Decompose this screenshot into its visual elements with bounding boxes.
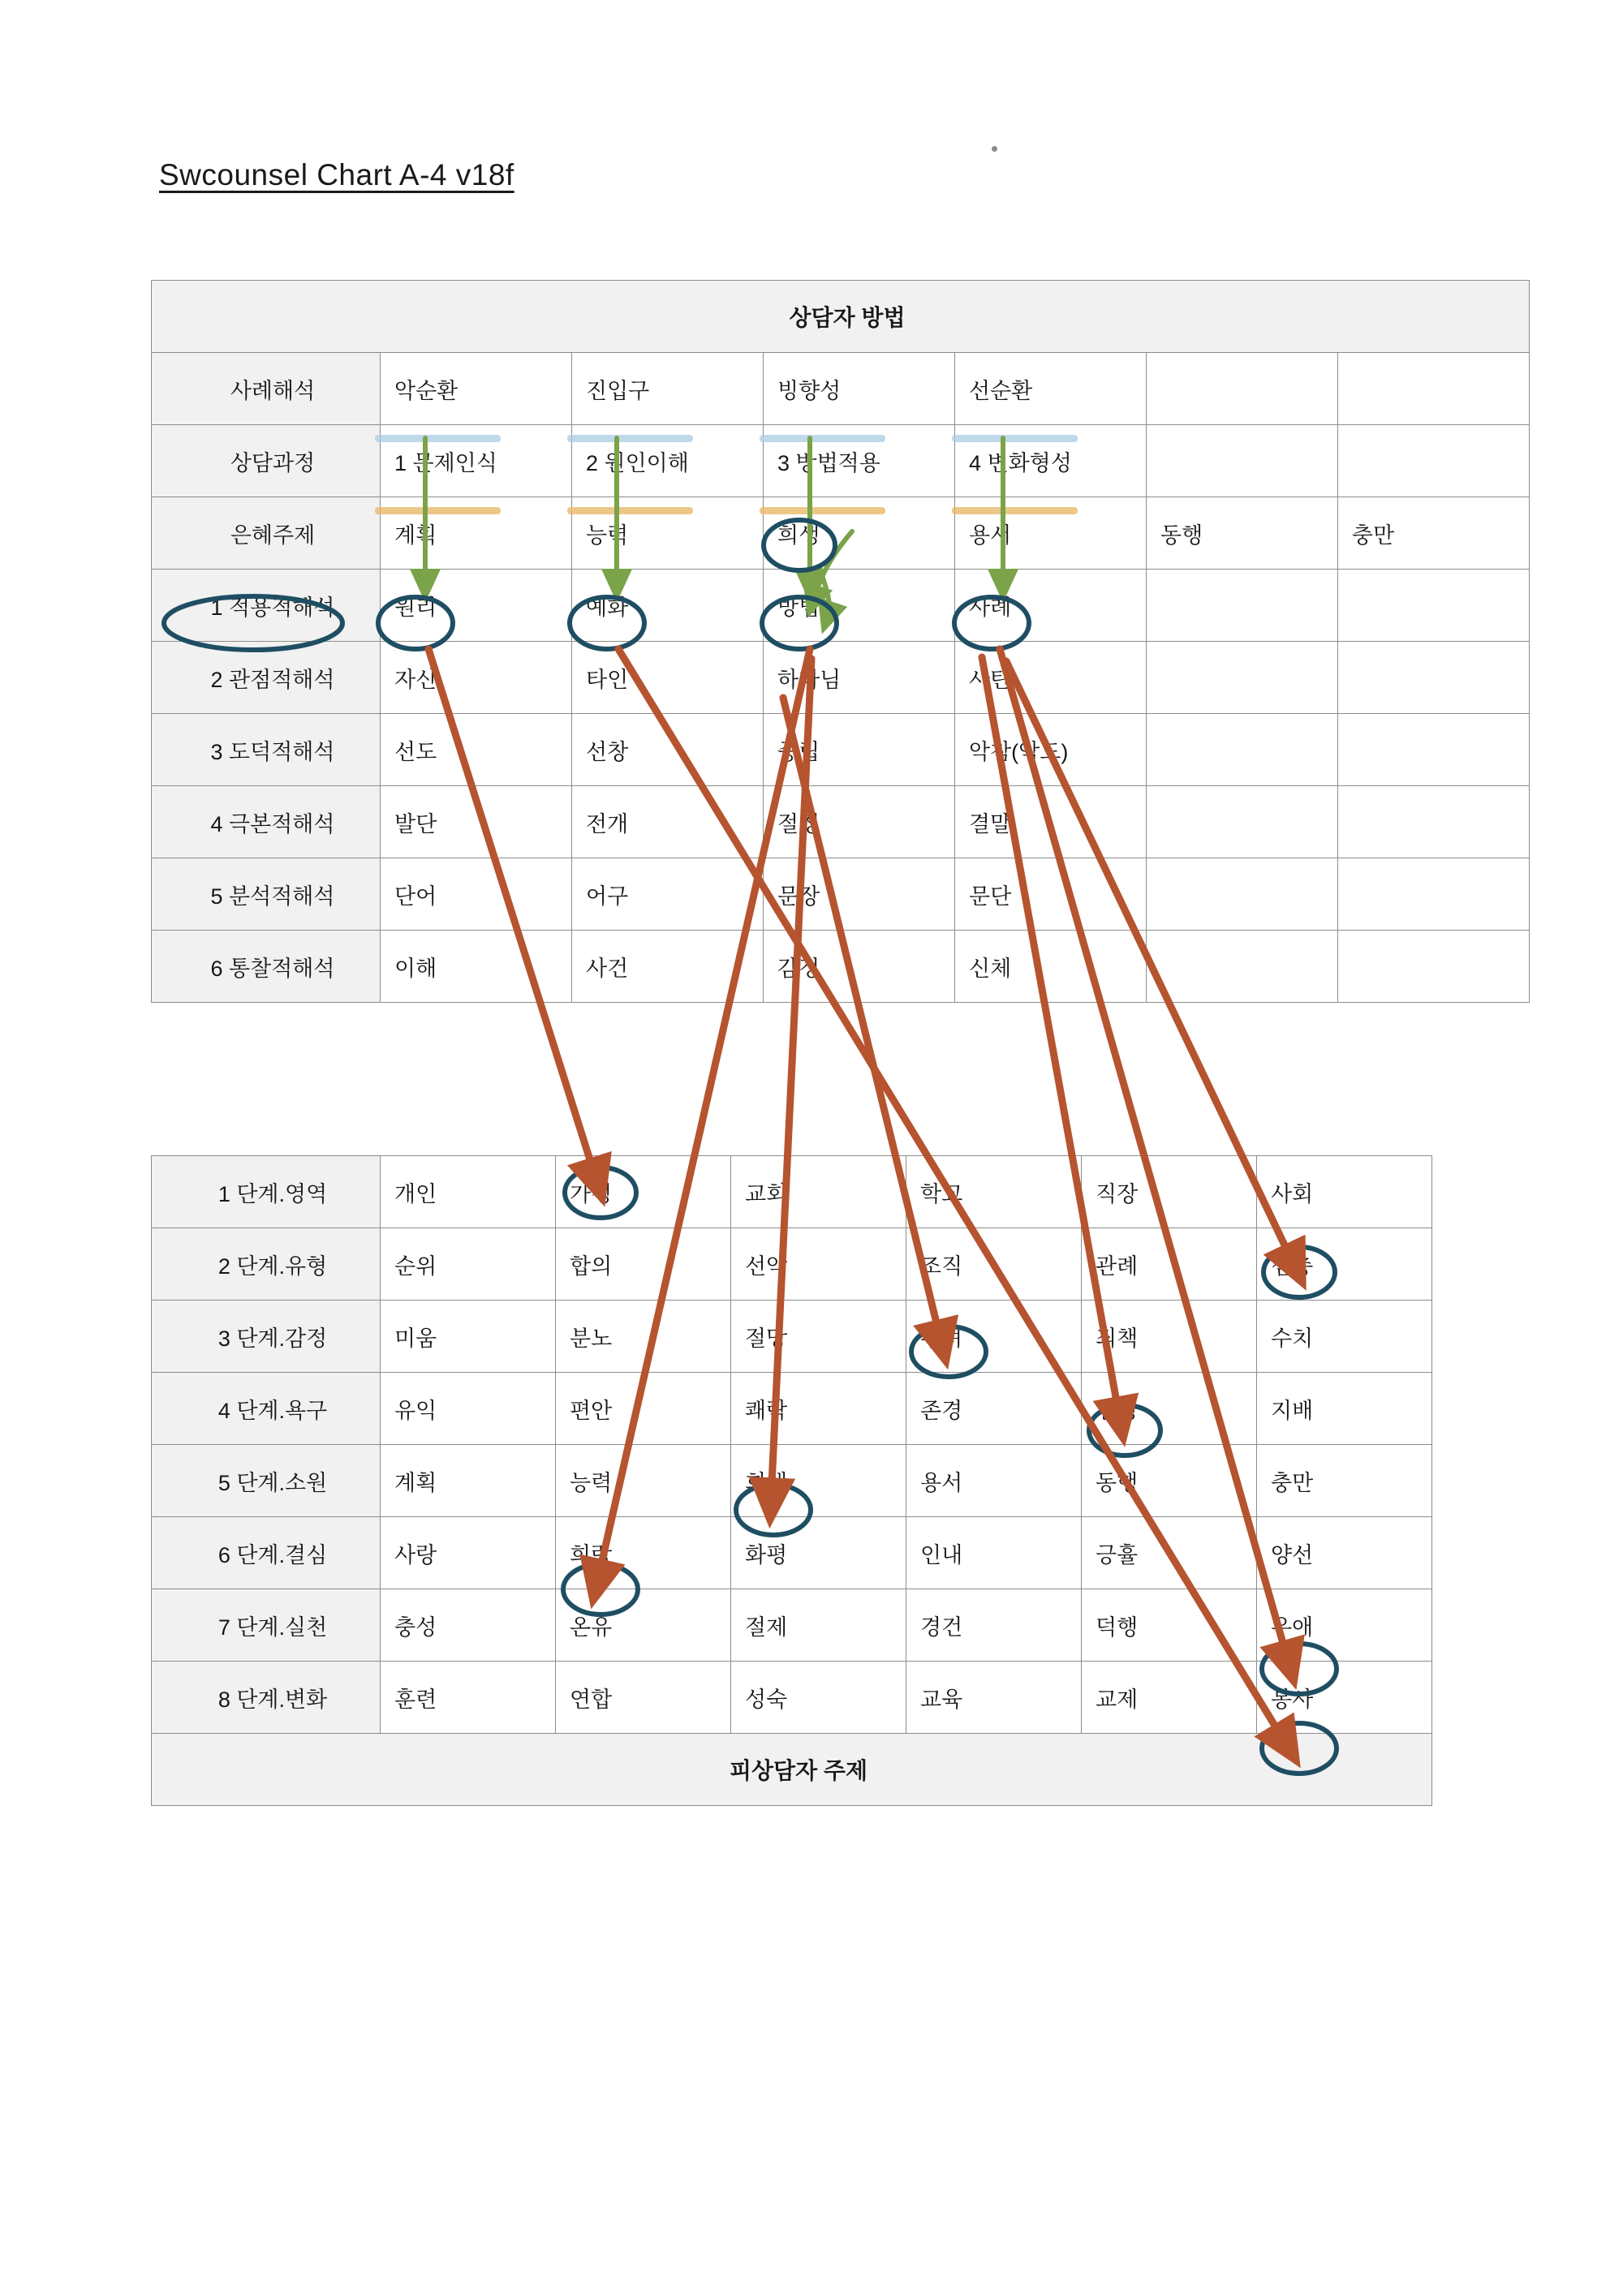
table-row	[152, 570, 1530, 642]
row-head: 1 적용적해석	[152, 570, 381, 642]
table-cell	[1147, 714, 1338, 786]
table-cell: 1 문제인식	[381, 425, 572, 497]
table-cell: 신체	[955, 931, 1147, 1003]
table-cell: 유익	[381, 1373, 556, 1445]
table-row	[152, 714, 1530, 786]
table-cell: 경건	[906, 1589, 1082, 1662]
row-head: 5 단계.소원	[152, 1445, 381, 1517]
table-cell: 인내	[906, 1517, 1082, 1589]
table-cell: 죄책	[1082, 1301, 1257, 1373]
table-cell: 충만	[1338, 497, 1530, 570]
row-head: 3 도덕적해석	[152, 714, 381, 786]
table-cell: 미움	[381, 1301, 556, 1373]
row-head: 상담과정	[152, 425, 381, 497]
table-cell: 순위	[381, 1228, 556, 1301]
table-cell: 희락	[556, 1517, 731, 1589]
table-cell: 분노	[556, 1301, 731, 1373]
row-head: 1 단계.영역	[152, 1156, 381, 1228]
table-row	[152, 786, 1530, 858]
counselee-topic-table	[151, 1155, 1432, 1806]
table-cell	[1338, 931, 1530, 1003]
table-cell: 예화	[572, 570, 764, 642]
table-cell: 계획	[381, 497, 572, 570]
table-cell: 타인	[572, 642, 764, 714]
table-cell: 용서	[955, 497, 1147, 570]
row-head: 4 극본적해석	[152, 786, 381, 858]
row-head: 4 단계.욕구	[152, 1373, 381, 1445]
table-cell: 지배	[1257, 1373, 1432, 1445]
row-head: 2 단계.유형	[152, 1228, 381, 1301]
table-cell	[1147, 425, 1338, 497]
table-cell: 선순환	[955, 353, 1147, 425]
table-row	[152, 353, 1530, 425]
table-cell	[1147, 931, 1338, 1003]
table-cell: 악순환	[381, 353, 572, 425]
table-cell: 우애	[1257, 1589, 1432, 1662]
table-cell: 원리	[381, 570, 572, 642]
table-cell: 충성	[381, 1589, 556, 1662]
table-cell: 이해	[381, 931, 572, 1003]
upper-band-label: 상담자 방법	[152, 281, 1530, 353]
table-cell	[1147, 786, 1338, 858]
table-cell: 동행	[1147, 497, 1338, 570]
table-cell: 관례	[1082, 1228, 1257, 1301]
table-cell: 직장	[1082, 1156, 1257, 1228]
table-cell: 악참(악도)	[955, 714, 1147, 786]
table-cell: 교제	[1082, 1662, 1257, 1734]
table-cell: 절제	[731, 1589, 906, 1662]
table-cell: 사회	[1257, 1156, 1432, 1228]
table-row	[152, 497, 1530, 570]
table-row	[152, 425, 1530, 497]
table-cell: 선창	[572, 714, 764, 786]
table-cell: 중립	[764, 714, 955, 786]
table-band-row	[152, 281, 1530, 353]
table-cell: 사례	[955, 570, 1147, 642]
table-row	[152, 642, 1530, 714]
table-cell: 진입구	[572, 353, 764, 425]
row-head: 7 단계.실천	[152, 1589, 381, 1662]
table-cell: 희생	[764, 497, 955, 570]
table-cell: 3 방법적용	[764, 425, 955, 497]
table-cell	[1338, 425, 1530, 497]
table-cell	[1147, 570, 1338, 642]
table-cell: 화평	[731, 1517, 906, 1589]
table-cell	[1147, 353, 1338, 425]
table-cell: 어구	[572, 858, 764, 931]
table-cell: 사랑	[381, 1517, 556, 1589]
table-cell: 능력	[556, 1445, 731, 1517]
table-cell: 사건	[572, 931, 764, 1003]
table-cell: 희생	[731, 1445, 906, 1517]
table-row	[152, 1445, 1432, 1517]
dot-marker	[992, 146, 997, 152]
row-head: 3 단계.감정	[152, 1301, 381, 1373]
table-row	[152, 1373, 1432, 1445]
table-cell: 충만	[1257, 1445, 1432, 1517]
table-cell: 두려	[906, 1301, 1082, 1373]
table-cell: 결말	[955, 786, 1147, 858]
table-band-row	[152, 1734, 1432, 1806]
table-cell: 봉사	[1257, 1662, 1432, 1734]
table-cell	[1338, 714, 1530, 786]
row-head: 6 단계.결심	[152, 1517, 381, 1589]
table-cell: 조직	[906, 1228, 1082, 1301]
table-cell: 인정	[1082, 1373, 1257, 1445]
table-cell: 용서	[906, 1445, 1082, 1517]
table-cell	[1338, 570, 1530, 642]
table-cell	[1338, 642, 1530, 714]
table-row	[152, 1301, 1432, 1373]
table-cell: 선도	[381, 714, 572, 786]
table-cell: 4 변화형성	[955, 425, 1147, 497]
row-head: 2 관점적해석	[152, 642, 381, 714]
row-head: 사례해석	[152, 353, 381, 425]
table-cell: 계획	[381, 1445, 556, 1517]
table-cell: 덕행	[1082, 1589, 1257, 1662]
table-cell: 개인	[381, 1156, 556, 1228]
row-head: 5 분석적해석	[152, 858, 381, 931]
table-cell: 자신	[381, 642, 572, 714]
table-cell	[1338, 786, 1530, 858]
table-cell: 절망	[731, 1301, 906, 1373]
table-cell: 온유	[556, 1589, 731, 1662]
table-row	[152, 931, 1530, 1003]
row-head: 8 단계.변화	[152, 1662, 381, 1734]
row-head: 6 통찰적해석	[152, 931, 381, 1003]
table-cell: 하나님	[764, 642, 955, 714]
table-cell: 선악	[731, 1228, 906, 1301]
table-row	[152, 858, 1530, 931]
table-row	[152, 1589, 1432, 1662]
table-cell: 훈련	[381, 1662, 556, 1734]
table-cell: 방법	[764, 570, 955, 642]
table-cell: 심층	[1257, 1228, 1432, 1301]
page-title: Swcounsel Chart A-4 v18f	[159, 158, 514, 191]
table-cell	[1338, 858, 1530, 931]
table-cell: 문단	[955, 858, 1147, 931]
table-cell: 발단	[381, 786, 572, 858]
table-row	[152, 1228, 1432, 1301]
table-row	[152, 1662, 1432, 1734]
table-cell: 존경	[906, 1373, 1082, 1445]
table-cell: 빙향성	[764, 353, 955, 425]
table-cell: 동행	[1082, 1445, 1257, 1517]
table-cell: 2 원인이해	[572, 425, 764, 497]
table-cell	[1338, 353, 1530, 425]
table-cell: 감정	[764, 931, 955, 1003]
counselor-method-table	[151, 280, 1530, 1003]
table-cell: 가정	[556, 1156, 731, 1228]
row-head: 은혜주제	[152, 497, 381, 570]
table-row	[152, 1517, 1432, 1589]
table-cell: 문장	[764, 858, 955, 931]
table-cell: 수치	[1257, 1301, 1432, 1373]
table-cell: 긍휼	[1082, 1517, 1257, 1589]
table-row	[152, 1156, 1432, 1228]
lower-band-label: 피상담자 주제	[152, 1734, 1432, 1806]
table-cell: 편안	[556, 1373, 731, 1445]
table-cell: 교육	[906, 1662, 1082, 1734]
table-cell: 학교	[906, 1156, 1082, 1228]
table-cell: 성숙	[731, 1662, 906, 1734]
table-cell	[1147, 642, 1338, 714]
table-cell: 양선	[1257, 1517, 1432, 1589]
table-cell	[1147, 858, 1338, 931]
table-cell: 절정	[764, 786, 955, 858]
table-cell: 연합	[556, 1662, 731, 1734]
table-cell: 단어	[381, 858, 572, 931]
table-cell: 전개	[572, 786, 764, 858]
table-cell: 사탄	[955, 642, 1147, 714]
table-cell: 능력	[572, 497, 764, 570]
table-cell: 교회	[731, 1156, 906, 1228]
table-cell: 합의	[556, 1228, 731, 1301]
table-cell: 쾌락	[731, 1373, 906, 1445]
